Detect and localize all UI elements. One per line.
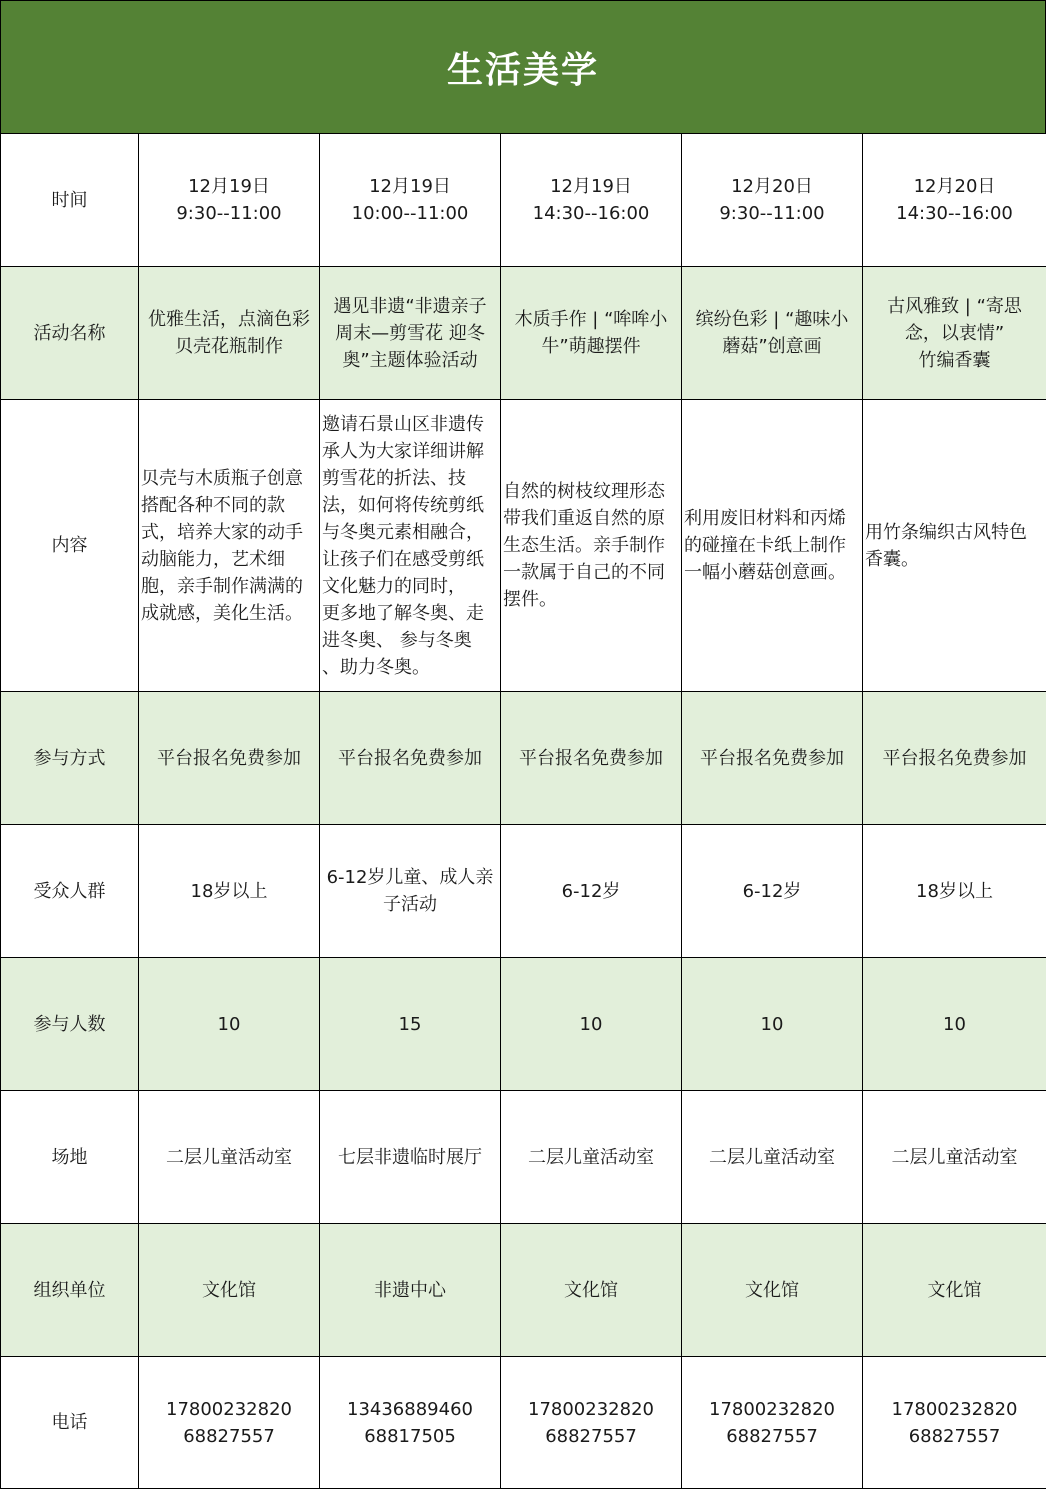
content-cell-line: 与冬奥元素相融合，	[322, 521, 484, 543]
audience-cell-line: 子活动	[383, 894, 437, 915]
phone-cell	[501, 1357, 682, 1489]
content-cell-line: 胞，亲手制作满满的	[141, 575, 303, 597]
activity-cell-line: 缤纷色彩 | “趣味小	[695, 309, 849, 330]
time-cell	[139, 134, 320, 267]
activity-cell	[139, 267, 320, 400]
content-cell-line: 让孩子们在感受剪纸	[322, 548, 484, 570]
row-organizer	[1, 1224, 1046, 1357]
content-cell-line: 进冬奥、 参与冬奥	[322, 629, 472, 651]
audience-cell	[682, 825, 863, 958]
row-phone	[1, 1357, 1046, 1489]
content-cell-line: 式，培养大家的动手	[141, 521, 303, 543]
activity-cell-line: 贝壳花瓶制作	[175, 336, 283, 357]
time-cell-line: 12月20日	[913, 176, 996, 197]
activity-cell	[501, 267, 682, 400]
page-title: 生活美学	[0, 0, 1046, 134]
time-cell-line: 12月19日	[369, 176, 451, 197]
content-cell-line: 贝壳与木质瓶子创意	[141, 467, 303, 489]
row-time	[1, 134, 1046, 267]
venue-cell: 七层非遗临时展厅	[320, 1091, 501, 1224]
count-cell: 10	[682, 958, 863, 1091]
row-activity	[1, 267, 1046, 400]
content-cell	[139, 400, 320, 692]
activity-cell-line: 蘑菇”创意画	[722, 336, 822, 357]
row-label-count: 参与人数	[1, 958, 139, 1091]
row-label-audience: 受众人群	[1, 825, 139, 958]
content-cell-line: 成就感，美化生活。	[141, 602, 303, 624]
method-cell: 平台报名免费参加	[501, 692, 682, 825]
audience-cell	[863, 825, 1046, 958]
venue-cell: 二层儿童活动室	[139, 1091, 320, 1224]
phone-cell-line: 17800232820	[528, 1398, 654, 1420]
method-cell: 平台报名免费参加	[682, 692, 863, 825]
time-cell	[863, 134, 1046, 267]
venue-cell: 二层儿童活动室	[682, 1091, 863, 1224]
time-cell	[320, 134, 501, 267]
organizer-cell: 非遗中心	[320, 1224, 501, 1357]
audience-cell	[320, 825, 501, 958]
phone-cell-line: 68827557	[545, 1425, 637, 1447]
content-cell-line: 、助力冬奥。	[322, 656, 430, 678]
content-cell-line: 摆件。	[503, 589, 557, 610]
activity-cell-line: 牛”萌趣摆件	[541, 336, 641, 357]
row-content	[1, 400, 1046, 692]
time-cell-line: 12月19日	[550, 176, 632, 197]
content-cell-line: 的碰撞在卡纸上制作	[684, 535, 846, 556]
activity-cell-line: 遇见非遗“非遗亲子	[333, 295, 487, 317]
content-cell-line: 法，如何将传统剪纸	[322, 494, 484, 516]
content-cell-line: 邀请石景山区非遗传	[322, 413, 484, 435]
content-cell-line: 生态生活。亲手制作	[503, 535, 665, 556]
row-count	[1, 958, 1046, 1091]
audience-cell-line: 18岁以上	[190, 880, 268, 902]
activity-cell-line: 奥”主题体验活动	[342, 349, 478, 371]
time-cell	[501, 134, 682, 267]
audience-cell	[139, 825, 320, 958]
schedule-table	[0, 133, 1046, 1489]
content-cell-line: 承人为大家详细讲解	[322, 440, 484, 462]
audience-cell-line: 6-12岁	[561, 880, 621, 902]
content-cell	[320, 400, 501, 692]
count-cell: 10	[139, 958, 320, 1091]
count-cell: 10	[863, 958, 1046, 1091]
phone-cell	[682, 1357, 863, 1489]
organizer-cell: 文化馆	[682, 1224, 863, 1357]
organizer-cell: 文化馆	[863, 1224, 1046, 1357]
time-cell	[682, 134, 863, 267]
row-label-activity: 活动名称	[1, 267, 139, 400]
count-cell: 10	[501, 958, 682, 1091]
row-method	[1, 692, 1046, 825]
content-cell-line: 自然的树枝纹理形态	[503, 481, 665, 502]
phone-cell-line: 17800232820	[166, 1398, 292, 1420]
count-cell: 15	[320, 958, 501, 1091]
activity-cell-line: 优雅生活，点滴色彩	[148, 309, 310, 330]
time-cell-line: 14:30--16:00	[896, 203, 1013, 224]
content-cell-line: 一幅小蘑菇创意画。	[684, 562, 846, 583]
content-cell-line: 带我们重返自然的原	[503, 508, 665, 529]
activity-cell-line: 念，以衷情”	[904, 322, 1005, 344]
content-cell-line: 剪雪花的折法、技	[322, 467, 466, 489]
content-cell-line: 一款属于自己的不同	[503, 562, 665, 583]
phone-cell	[863, 1357, 1046, 1489]
row-label-venue: 场地	[1, 1091, 139, 1224]
time-cell-line: 14:30--16:00	[532, 203, 650, 224]
time-cell-line: 12月19日	[188, 176, 270, 197]
content-cell-line: 利用废旧材料和丙烯	[684, 508, 846, 529]
activity-cell-line: 周末—剪雪花 迎冬	[335, 322, 485, 344]
content-cell-line: 更多地了解冬奥、走	[322, 602, 484, 624]
method-cell: 平台报名免费参加	[139, 692, 320, 825]
phone-cell-line: 17800232820	[891, 1398, 1018, 1420]
phone-cell-line: 68827557	[908, 1425, 1001, 1447]
content-cell	[501, 400, 682, 692]
phone-cell-line: 68827557	[183, 1425, 275, 1447]
phone-cell	[139, 1357, 320, 1489]
row-label-time: 时间	[1, 134, 139, 267]
time-cell-line: 10:00--11:00	[351, 203, 469, 224]
row-audience	[1, 825, 1046, 958]
activity-cell	[682, 267, 863, 400]
phone-cell	[320, 1357, 501, 1489]
activity-cell	[320, 267, 501, 400]
activity-cell-line: 木质手作 | “哞哞小	[514, 309, 668, 330]
time-cell-line: 9:30--11:00	[176, 203, 282, 224]
content-cell	[863, 400, 1046, 692]
phone-cell-line: 68827557	[726, 1425, 818, 1447]
phone-cell-line: 13436889460	[347, 1398, 473, 1420]
method-cell: 平台报名免费参加	[863, 692, 1046, 825]
activity-cell	[863, 267, 1046, 400]
method-cell: 平台报名免费参加	[320, 692, 501, 825]
content-cell	[682, 400, 863, 692]
row-label-method: 参与方式	[1, 692, 139, 825]
content-cell-line: 香囊。	[865, 548, 919, 570]
organizer-cell: 文化馆	[139, 1224, 320, 1357]
audience-cell	[501, 825, 682, 958]
time-cell-line: 12月20日	[731, 176, 813, 197]
activity-cell-line: 古风雅致 | “寄思	[887, 295, 1022, 317]
content-cell-line: 搭配各种不同的款	[141, 494, 285, 516]
activity-cell-line: 竹编香囊	[918, 349, 991, 371]
venue-cell: 二层儿童活动室	[863, 1091, 1046, 1224]
row-label-organizer: 组织单位	[1, 1224, 139, 1357]
row-label-phone: 电话	[1, 1357, 139, 1489]
audience-cell-line: 18岁以上	[916, 880, 993, 902]
audience-cell-line: 6-12岁儿童、成人亲	[326, 867, 494, 888]
content-cell-line: 用竹条编织古风特色	[865, 521, 1027, 543]
phone-cell-line: 17800232820	[709, 1398, 835, 1420]
content-cell-line: 动脑能力，艺术细	[141, 548, 285, 570]
venue-cell: 二层儿童活动室	[501, 1091, 682, 1224]
content-cell-line: 文化魅力的同时，	[322, 575, 466, 597]
organizer-cell: 文化馆	[501, 1224, 682, 1357]
audience-cell-line: 6-12岁	[742, 880, 802, 902]
row-label-content: 内容	[1, 400, 139, 692]
row-venue	[1, 1091, 1046, 1224]
phone-cell-line: 68817505	[364, 1425, 456, 1447]
time-cell-line: 9:30--11:00	[719, 203, 825, 224]
